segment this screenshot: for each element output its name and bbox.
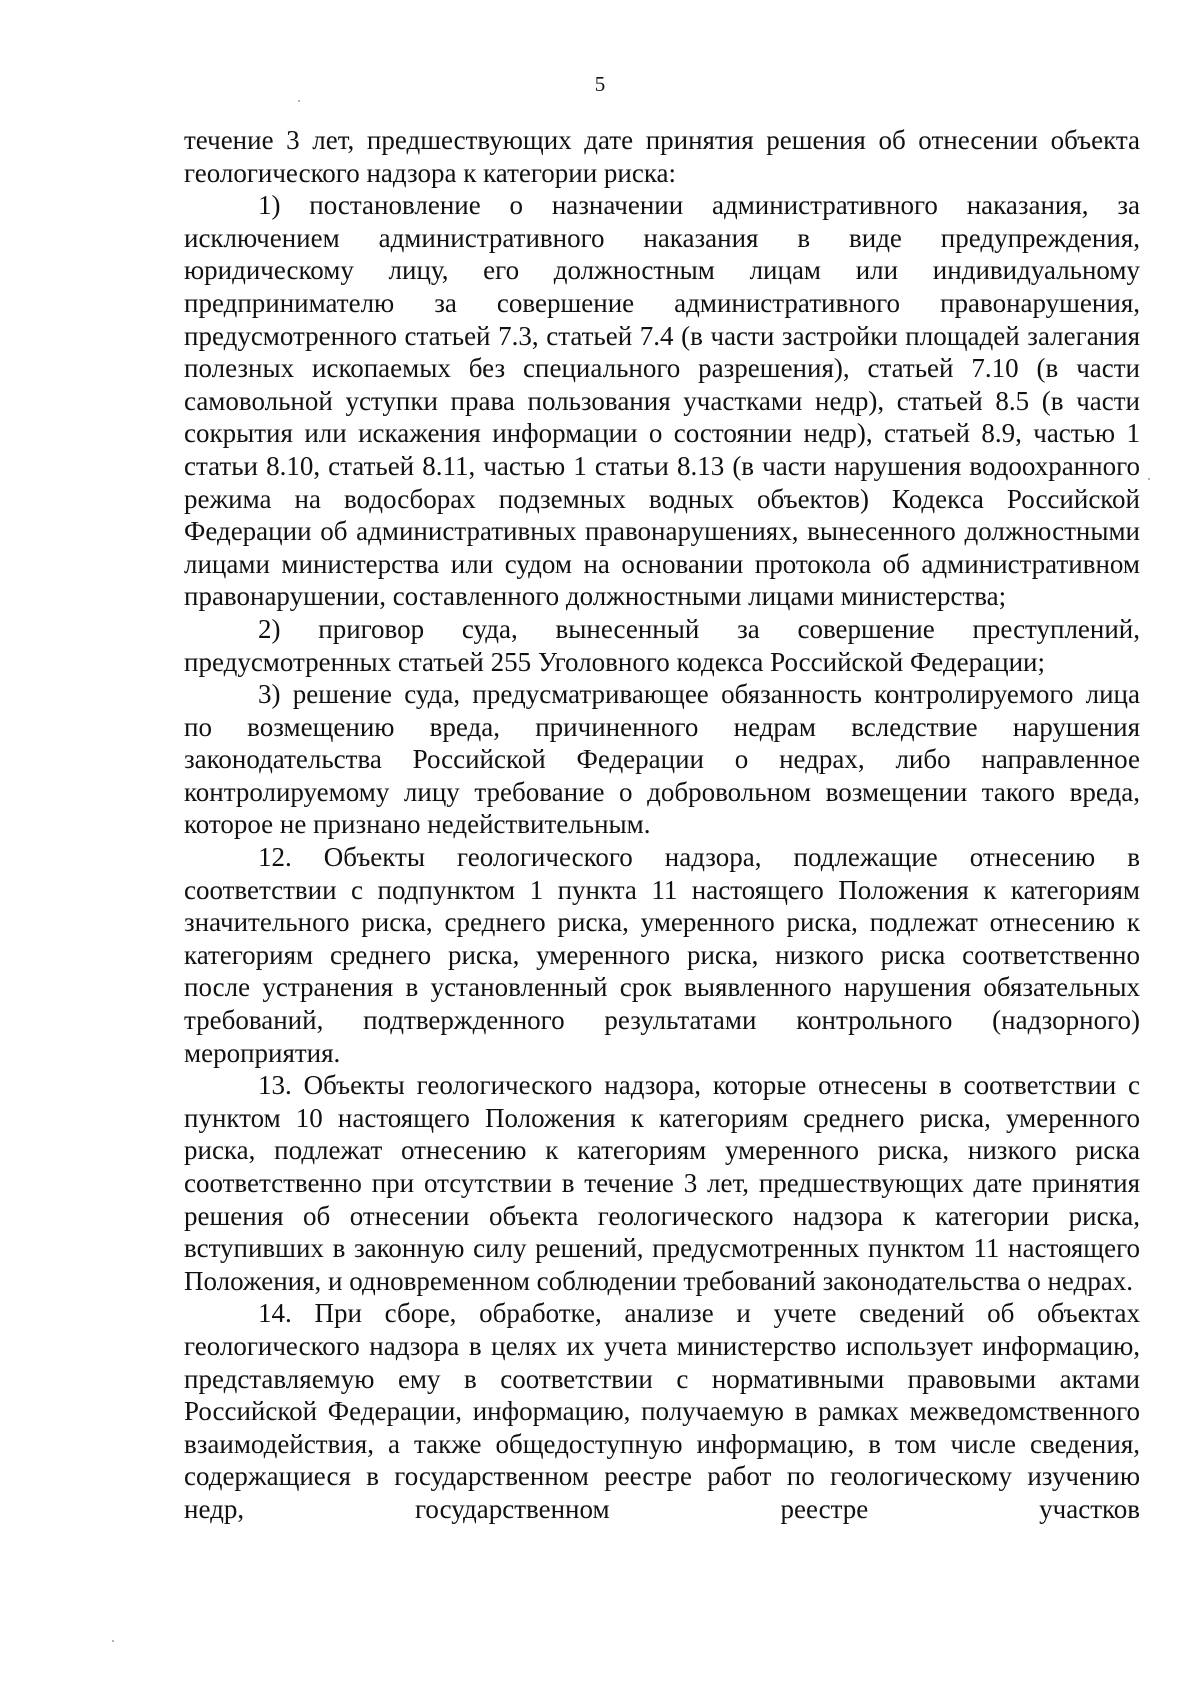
list-item-2: 2) приговор суда, вынесенный за совершение преступлений, предусмотренных статьей 255 Уголовного кодекса Российской Федерации; — [184, 613, 1140, 677]
clause-14: 14. При сборе, обработке, анализе и учете сведений об объектах геологического надзора в целях их учета министерство использует информацию, представляемую ему в соответствии с нормативными правовыми актами Российской Федерации, информацию, получаемую в рамках межведомственного взаимодействия, а также общедоступную информацию, в том числе сведения, содержащиеся в государственном реестре работ по геологическому изучению недр, государственном реестре участков — [184, 1298, 1140, 1524]
scan-speck — [298, 100, 300, 102]
clause-12: 12. Объекты геологического надзора, подлежащие отнесению в соответствии с подпунктом 1 пункта 11 настоящего Положения к категориям значительного риска, среднего риска, умеренного риска, подлежат отнесению к категориям среднего риска, умеренного риска, низкого риска соответственно после устранения в установленный срок выявленного нарушения обязательных требований, подтвержденного результатами контрольного (надзорного) мероприятия. — [184, 842, 1140, 1068]
clause-13: 13. Объекты геологического надзора, которые отнесены в соответствии с пунктом 10 настоящего Положения к категориям среднего риска, умеренного риска, подлежат отнесению к категориям умеренного риска, низкого риска соответственно при отсутствии в течение 3 лет, предшествующих дате принятия решения об отнесении объекта геологического надзора к категории риска, вступивших в законную силу решений, предусмотренных пунктом 11 настоящего Положения, и одновременном соблюдении требований законодательства о недрах. — [184, 1070, 1140, 1296]
list-item-3: 3) решение суда, предусматривающее обязанность контролируемого лица по возмещению вреда, причиненного недрам вследствие нарушения законодательства Российской Федерации о недрах, либо направленное контролируемому лицу требование о добровольном возмещении такого вреда, которое не признано недействительным. — [184, 679, 1140, 840]
page-number: 5 — [594, 72, 606, 96]
list-item-1: 1) постановление о назначении административного наказания, за исключением административного наказания в виде предупреждения, юридическому лицу, его должностным лицам или индивидуальному предпринимателю за совершение административного правонарушения, предусмотренного статьей 7.3, статьей 7.4 (в части застройки площадей залегания полезных ископаемых без специального разрешения), статьей 7.10 (в части самовольной уступки права пользования участками недр), статьей 8.5 (в части сокрытия или искажения информации о состоянии недр), статьей 8.9, частью 1 статьи 8.10, статьей 8.11, частью 1 статьи 8.13 (в части нарушения водоохранного режима на водосборах подземных водных объектов) Кодекса Российской Федерации об административных правонарушениях, вынесенного должностными лицами министерства или судом на основании протокола об административном правонарушении, составленного должностными лицами министерства; — [184, 190, 1140, 612]
scan-speck — [112, 1640, 114, 1642]
scan-speck — [1148, 478, 1150, 480]
document-body — [184, 124, 1140, 1526]
paragraph-continuation: течение 3 лет, предшествующих дате принятия решения об отнесении объекта геологического надзора к категории риска: — [184, 125, 1140, 188]
